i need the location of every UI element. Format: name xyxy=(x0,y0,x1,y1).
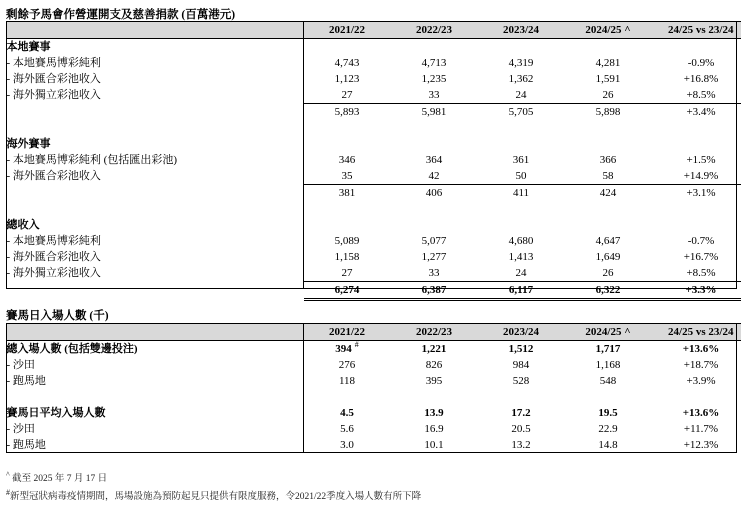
table-row xyxy=(7,357,741,373)
cell-value: 1,717 xyxy=(595,343,621,355)
cell-value: 826 xyxy=(425,359,443,371)
group-total-row xyxy=(7,341,741,358)
cell-value: 1,512 xyxy=(508,343,534,355)
cell-value: 4,319 xyxy=(508,57,534,69)
section-heading xyxy=(7,217,741,233)
header-2022-23: 2022/23 xyxy=(391,324,478,341)
footnote-2-mark: # xyxy=(6,488,10,497)
header-change: 24/25 vs 23/24 xyxy=(652,324,741,341)
cell-change: +8.5% xyxy=(686,89,716,101)
cell-value: 16.9 xyxy=(424,423,444,435)
attendance-table-divider xyxy=(303,323,304,453)
row-label: - 跑馬地 xyxy=(6,439,46,451)
cell-value: 27 xyxy=(341,267,353,279)
cell-value: 4,281 xyxy=(595,57,621,69)
subtotal-value: 5,705 xyxy=(478,104,565,121)
cell-value: 361 xyxy=(512,154,530,166)
row-label: - 本地賽馬博彩純利 xyxy=(6,235,101,247)
cell-change: -0.7% xyxy=(687,235,715,247)
cell-change: +12.3% xyxy=(683,439,719,451)
subtotal-row xyxy=(7,104,741,121)
cell-value: 548 xyxy=(599,375,617,387)
subtotal-value: 5,893 xyxy=(304,104,391,121)
table1-title: 剩餘予馬會作營運開支及慈善捐款 (百萬港元) xyxy=(6,9,236,21)
footnote-marker: # xyxy=(354,340,359,350)
grand-total-value: 6,274 xyxy=(304,282,391,300)
cell-value: 1,168 xyxy=(595,359,621,371)
row-label: - 海外匯合彩池收入 xyxy=(6,170,101,183)
cell-value: 276 xyxy=(338,359,356,371)
cell-change: +8.5% xyxy=(686,267,716,279)
cell-change: +13.6% xyxy=(682,343,720,355)
header-2021-22: 2021/22 xyxy=(304,324,391,341)
cell-change: +3.9% xyxy=(686,375,716,387)
group-label: 總入場人數 (包括雙邊投注) xyxy=(6,343,138,355)
cell-value: 1,221 xyxy=(421,343,447,355)
row-label: - 本地賽馬博彩純利 (包括匯出彩池) xyxy=(6,154,177,166)
table-row xyxy=(7,152,741,168)
header-blank xyxy=(7,324,304,341)
cell-value: 24 xyxy=(515,89,527,101)
cell-value: 26 xyxy=(602,89,614,101)
row-label: - 沙田 xyxy=(6,423,35,435)
cell-value: 528 xyxy=(512,375,530,387)
cell-value: 395 xyxy=(425,375,443,387)
cell-value: 33 xyxy=(428,267,440,279)
subtotal-value: 5,898 xyxy=(565,104,652,121)
cell-value: 364 xyxy=(425,154,443,166)
cell-value: 346 xyxy=(338,154,356,166)
cell-value: 4,647 xyxy=(595,235,621,247)
cell-value: 24 xyxy=(515,267,527,279)
revenue-table-divider xyxy=(303,21,304,289)
cell-change: -0.9% xyxy=(687,57,715,69)
table-row xyxy=(7,421,741,437)
group-label: 賽馬日平均入場人數 xyxy=(6,407,106,419)
subtotal-value: 5,981 xyxy=(391,104,478,121)
cell-value: 14.8 xyxy=(598,439,618,451)
subtotal-value: 406 xyxy=(391,185,478,202)
grand-total-value: 6,322 xyxy=(565,282,652,300)
subtotal-value: 424 xyxy=(565,185,652,202)
cell-value: 27 xyxy=(341,89,353,101)
row-label: - 海外匯合彩池收入 xyxy=(6,251,101,263)
subtotal-value: 381 xyxy=(304,185,391,202)
attendance-table-header xyxy=(7,324,741,341)
cell-value: 1,649 xyxy=(595,251,621,263)
cell-value: 5,077 xyxy=(421,235,447,247)
cell-value: 1,158 xyxy=(334,251,360,263)
section-label: 本地賽事 xyxy=(6,41,51,53)
footnote-1 xyxy=(6,470,107,484)
row-label: - 沙田 xyxy=(6,359,35,371)
header-2022-23: 2022/23 xyxy=(391,22,478,39)
attendance-table xyxy=(6,323,741,453)
section-heading xyxy=(7,136,741,152)
cell-value: 4,743 xyxy=(334,57,360,69)
subtotal-change: +3.1% xyxy=(652,185,741,202)
cell-value: 984 xyxy=(512,359,530,371)
cell-value: 118 xyxy=(338,375,356,387)
cell-value: 5,089 xyxy=(334,235,360,247)
section-label: 海外賽事 xyxy=(6,138,51,150)
table-row xyxy=(7,71,741,87)
table-row xyxy=(7,233,741,249)
grand-total-value: 6,387 xyxy=(391,282,478,300)
cell-value: 1,277 xyxy=(421,251,447,263)
table-row xyxy=(7,437,741,453)
cell-value: 50 xyxy=(515,170,527,182)
cell-value: 1,235 xyxy=(421,73,447,85)
row-label: - 跑馬地 xyxy=(6,375,46,387)
table-row xyxy=(7,265,741,282)
subtotal-change: +3.4% xyxy=(652,104,741,121)
cell-value: 366 xyxy=(599,154,617,166)
cell-change: +18.7% xyxy=(683,359,719,371)
revenue-table xyxy=(6,21,741,301)
header-2021-22: 2021/22 xyxy=(304,22,391,39)
grand-total-change: +3.3% xyxy=(652,282,741,300)
grand-total-row xyxy=(7,282,741,300)
table-row xyxy=(7,373,741,389)
cell-value: 42 xyxy=(428,170,440,182)
group-total-row xyxy=(7,405,741,421)
cell-value: 13.9 xyxy=(424,407,444,419)
header-2023-24: 2023/24 xyxy=(478,324,565,341)
table-row xyxy=(7,168,741,185)
cell-value: 26 xyxy=(602,267,614,279)
cell-change: +16.8% xyxy=(683,73,719,85)
cell-change: +1.5% xyxy=(686,154,716,166)
cell-value: 4,713 xyxy=(421,57,447,69)
cell-value xyxy=(304,341,391,358)
cell-change: +11.7% xyxy=(683,423,719,435)
table2-title: 賽馬日入場人數 (千) xyxy=(6,310,109,322)
cell-value: 33 xyxy=(428,89,440,101)
cell-value: 10.1 xyxy=(424,439,444,451)
cell-value: 5.6 xyxy=(340,423,354,435)
revenue-table-header xyxy=(7,22,741,39)
cell-value: 3.0 xyxy=(340,439,354,451)
row-label: - 本地賽馬博彩純利 xyxy=(6,57,101,69)
section-label: 總收入 xyxy=(6,219,40,231)
cell-change: +13.6% xyxy=(682,407,720,419)
subtotal-value: 411 xyxy=(478,185,565,202)
cell-value: 22.9 xyxy=(598,423,618,435)
footnote-2 xyxy=(6,488,421,502)
cell-value: 58 xyxy=(602,170,614,182)
cell-value-text: 394 xyxy=(335,343,352,355)
header-change: 24/25 vs 23/24 xyxy=(652,22,741,39)
cell-value: 1,591 xyxy=(595,73,621,85)
cell-value: 4,680 xyxy=(508,235,534,247)
footnote-1-mark: ^ xyxy=(6,470,10,479)
cell-value: 35 xyxy=(341,170,353,182)
section-heading xyxy=(7,39,741,56)
table-row xyxy=(7,87,741,104)
cell-value: 1,413 xyxy=(508,251,534,263)
cell-value: 13.2 xyxy=(511,439,531,451)
cell-value: 17.2 xyxy=(511,407,531,419)
cell-value: 1,362 xyxy=(508,73,534,85)
cell-value: 20.5 xyxy=(511,423,531,435)
row-label: - 海外匯合彩池收入 xyxy=(6,73,101,85)
cell-change: +14.9% xyxy=(683,170,719,182)
row-label: - 海外獨立彩池收入 xyxy=(6,267,101,280)
cell-change: +16.7% xyxy=(683,251,719,263)
header-2024-25: 2024/25 ^ xyxy=(565,324,652,341)
header-2023-24: 2023/24 xyxy=(478,22,565,39)
header-blank xyxy=(7,22,304,39)
grand-total-value: 6,117 xyxy=(478,282,565,300)
table-row xyxy=(7,249,741,265)
footnote-2-text: 新型冠狀病毒疫情期間，馬場設施為預防起見只提供有限度服務，令2021/22季度入場人數有所下降 xyxy=(10,492,422,503)
cell-value: 1,123 xyxy=(334,73,360,85)
subtotal-row xyxy=(7,185,741,202)
table-row xyxy=(7,55,741,71)
footnote-1-text: 截至 2025 年 7 月 17 日 xyxy=(12,474,108,485)
header-2024-25: 2024/25 ^ xyxy=(565,22,652,39)
cell-value: 19.5 xyxy=(598,407,618,419)
cell-value: 4.5 xyxy=(340,407,354,419)
row-label: - 海外獨立彩池收入 xyxy=(6,89,101,102)
